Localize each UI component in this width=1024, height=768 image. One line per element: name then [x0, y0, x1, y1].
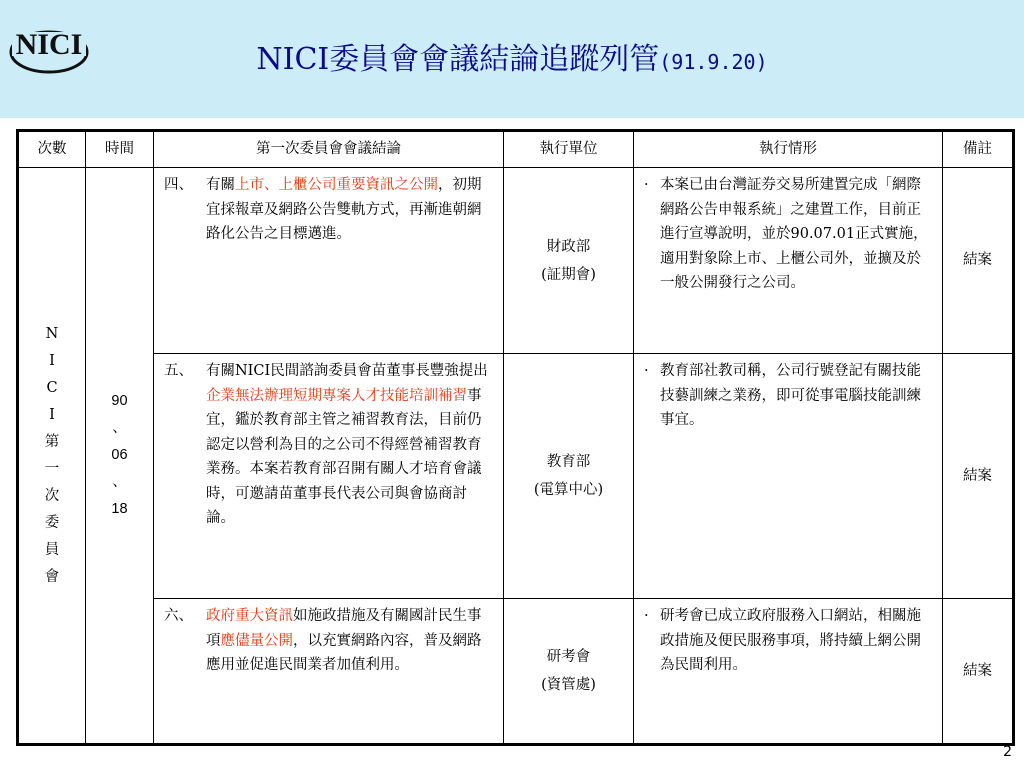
status-bullet: · [644, 177, 649, 193]
logo-text: NICI [15, 28, 83, 61]
conclusion-text: 政府重大資訊如施政措施及有關國計民生事項應儘量公開，以充實網路內容，普及網路應用並促進民間業者加值利用。 [206, 608, 482, 673]
time-cell [86, 168, 154, 745]
status-cell [634, 168, 943, 354]
remark-cell: 結案 [943, 354, 1014, 599]
status-bullet: · [644, 608, 649, 624]
column-header-status: 執行情形 [634, 131, 943, 168]
table-row [18, 168, 1014, 354]
table-row [18, 599, 1014, 745]
agency-cell: 教育部 (電算中心) [504, 354, 634, 599]
agency-cell: 研考會 (資管處) [504, 599, 634, 745]
page-title [0, 42, 1024, 80]
tracking-table [16, 129, 1012, 743]
conclusion-text: 有關NICI民間諮詢委員會苗董事長豐強提出企業無法辦理短期專案人才技能培訓補習事宜，鑑於教育部主管之補習教育法，目前仍認定以營利為目的之公司不得經營補習教育業務。本案若教育部召開有關人才培育會議時，可邀請苗董事長代表公司與會協商討論。 [206, 363, 488, 526]
status-cell [634, 599, 943, 745]
status-text: 本案已由台灣証券交易所建置完成「網際網路公告申報系統」之建置工作，目前正進行宣導說明，並於90.07.01正式實施，適用對象除上市、上櫃公司外，並擴及於一般公開發行之公司。 [660, 177, 928, 291]
column-header-remark: 備註 [943, 131, 1014, 168]
conclusion-cell [154, 599, 504, 745]
page-number: 2 [1003, 744, 1012, 760]
table-row [18, 354, 1014, 599]
session-label: N I C I 第 一 次 委 員 會 [44, 325, 60, 585]
table-header-row [18, 131, 1014, 168]
agency-cell: 財政部 (証期會) [504, 168, 634, 354]
conclusion-text: 有關上市、上櫃公司重要資訊之公開，初期宜採報章及網路公告雙軌方式，再漸進朝網路化公告之目標邁進。 [206, 177, 482, 242]
item-number: 五、 [164, 363, 193, 379]
remark-cell: 結案 [943, 168, 1014, 354]
item-number: 六、 [164, 608, 193, 624]
title-date: (91.9.20) [659, 50, 768, 74]
title-text: NICI委員會會議結論追蹤列管 [256, 42, 660, 77]
item-number: 四、 [164, 177, 193, 193]
conclusion-cell [154, 168, 504, 354]
column-header-conclusion: 第一次委員會會議結論 [154, 131, 504, 168]
column-header-session: 次數 [18, 131, 86, 168]
conclusion-cell [154, 354, 504, 599]
meeting-date: 90 、 06 、 18 [111, 393, 128, 517]
status-bullet: · [644, 363, 649, 379]
column-header-agency: 執行單位 [504, 131, 634, 168]
header-band [0, 0, 1024, 118]
session-cell [18, 168, 86, 745]
status-text: 研考會已成立政府服務入口網站，相關施政措施及便民服務事項，將持續上網公開為民間利用。 [660, 608, 921, 673]
column-header-time: 時間 [86, 131, 154, 168]
status-cell [634, 354, 943, 599]
status-text: 教育部社教司稱，公司行號登記有關技能技藝訓練之業務，即可從事電腦技能訓練事宜。 [660, 363, 921, 428]
remark-cell: 結案 [943, 599, 1014, 745]
